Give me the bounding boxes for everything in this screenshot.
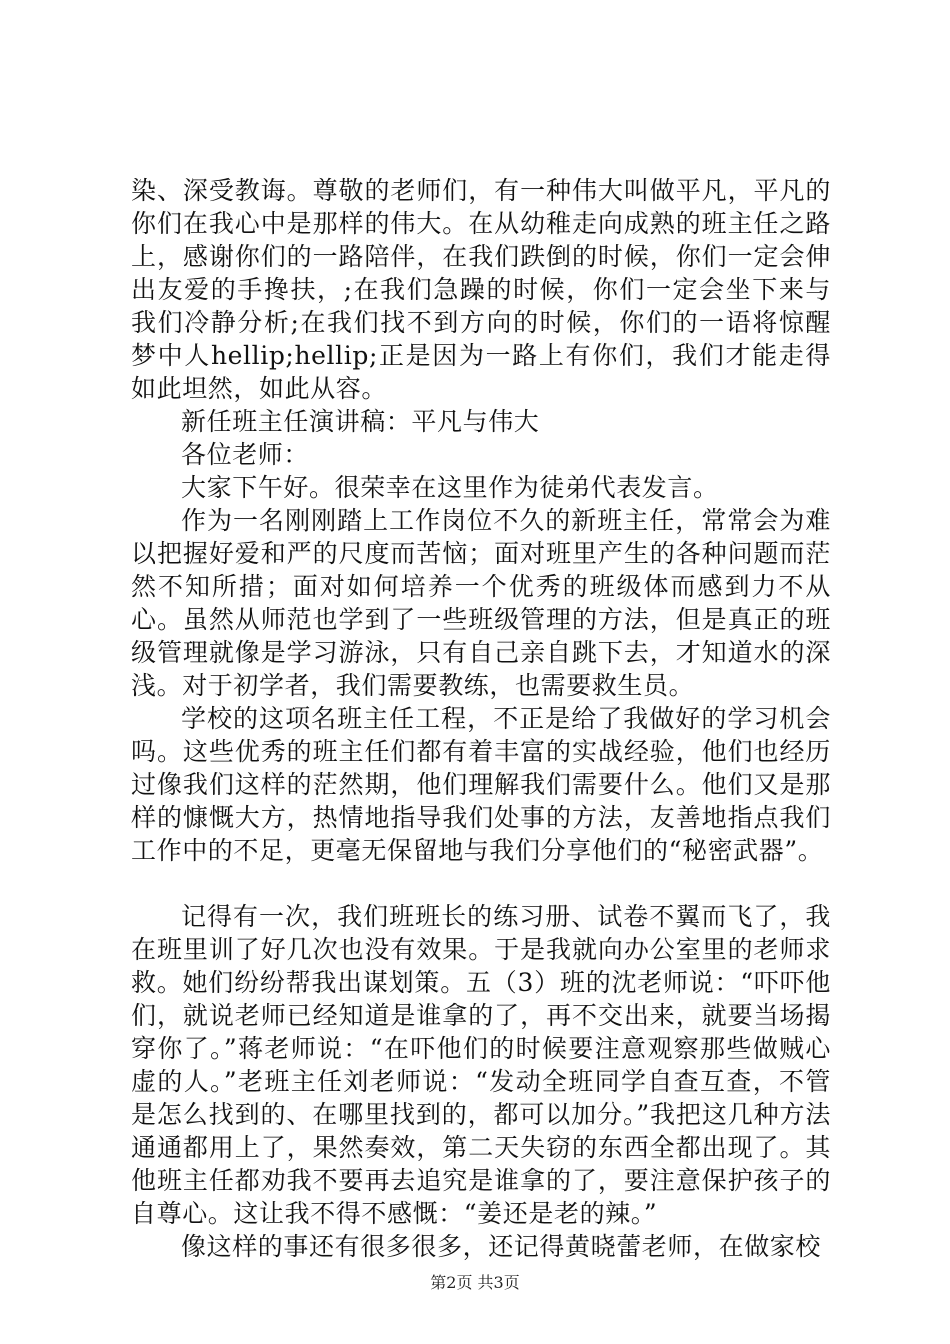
- speech-title: 新任班主任演讲稿：平凡与伟大: [181, 407, 540, 436]
- paragraph: 像这样的事还有很多很多，还记得黄晓蕾老师，在做家校: [181, 1232, 822, 1261]
- document-body: [131, 174, 831, 1263]
- paragraph-continuation: 染、深受教诲。尊敬的老师们，有一种伟大叫做平凡，平凡的你们在我心中是那样的伟大。在从幼稚走向成熟的班主任之路上，感谢你们的一路陪伴，在我们跌倒的时候，你们一定会伸出友爱的手搀扶，;在我们急躁的时候，你们一定会坐下来与我们冷静分析;在我们找不到方向的时候，你们的一语将惊醒梦中人hellip;hellip;正是因为一路上有你们，我们才能走得如此坦然，如此从容。: [131, 176, 831, 403]
- greeting-paragraph: 大家下午好。很荣幸在这里作为徒弟代表发言。: [181, 473, 719, 502]
- paragraph: 学校的这项名班主任工程，不正是给了我做好的学习机会吗。这些优秀的班主任们都有着丰富的实战经验，他们也经历过像我们这样的茫然期，他们理解我们需要什么。他们又是那样的慷慨大方，热情地指导我们处事的方法，友善地指点我们工作中的不足，更毫无保留地与我们分享他们的“秘密武器”。: [131, 704, 831, 865]
- paragraph: 记得有一次，我们班班长的练习册、试卷不翼而飞了，我在班里训了好几次也没有效果。于是我就向办公室里的老师求救。她们纷纷帮我出谋划策。五（3）班的沈老师说：“吓吓他们，就说老师已经知道是谁拿的了，再不交出来，就要当场揭穿你了。”蒋老师说：“在吓他们的时候要注意观察那些做贼心虚的人。”老班主任刘老师说：“发动全班同学自查互查，不管是怎么找到的、在哪里找到的，都可以加分。”我把这几种方法通通都用上了，果然奏效，第二天失窃的东西全都出现了。其他班主任都劝我不要再去追究是谁拿的了，要注意保护孩子的自尊心。这让我不得不感慨：“姜还是老的辣。”: [131, 902, 831, 1228]
- paragraph: 作为一名刚刚踏上工作岗位不久的新班主任，常常会为难以把握好爱和严的尺度而苦恼；面对班里产生的各种问题而茫然不知所措；面对如何培养一个优秀的班级体而感到力不从心。虽然从师范也学到了一些班级管理的方法，但是真正的班级管理就像是学习游泳，只有自己亲自跳下去，才知道水的深浅。对于初学者，我们需要教练，也需要救生员。: [131, 506, 831, 700]
- page-number-footer: 第2页 共3页: [430, 1273, 520, 1292]
- salutation: 各位老师：: [181, 440, 310, 469]
